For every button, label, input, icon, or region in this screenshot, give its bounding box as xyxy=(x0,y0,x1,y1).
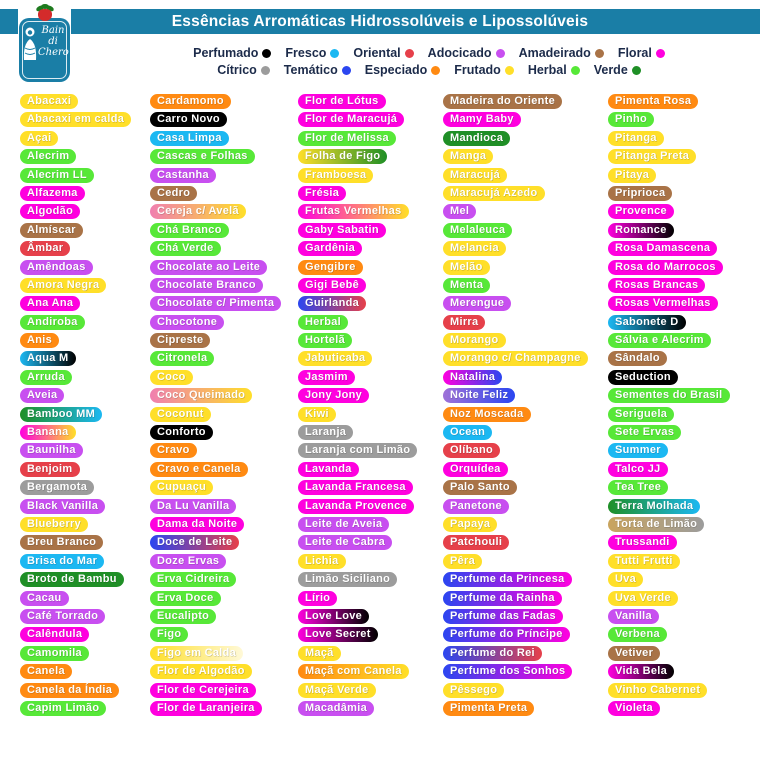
legend-item xyxy=(193,45,271,61)
essence-pill: Citronela xyxy=(150,351,214,366)
essence-pill: Amora Negra xyxy=(20,278,106,293)
essence-pill: Violeta xyxy=(608,701,660,716)
essence-pill: Perfume do Rei xyxy=(443,646,542,661)
essence-pill: Gengibre xyxy=(298,260,363,275)
essence-column xyxy=(150,94,298,719)
essence-pill: Maçã Verde xyxy=(298,683,376,698)
essence-pill: Trussandi xyxy=(608,535,677,550)
essence-pill: Cupuaçu xyxy=(150,480,213,495)
essence-pill: Cravo xyxy=(150,443,197,458)
essence-pill: Erva Doce xyxy=(150,591,221,606)
essence-pill: Pitanga Preta xyxy=(608,149,696,164)
essence-pill: Love Love xyxy=(298,609,369,624)
essence-column xyxy=(298,94,443,719)
legend-item xyxy=(519,45,604,61)
essence-pill: Calêndula xyxy=(20,627,89,642)
essence-pill: Banana xyxy=(20,425,76,440)
essence-pill: Algodão xyxy=(20,204,80,219)
essence-pill: Alfazema xyxy=(20,186,85,201)
essence-pill: Olíbano xyxy=(443,443,500,458)
essence-pill: Mel xyxy=(443,204,476,219)
essence-pill: Ana Ana xyxy=(20,296,80,311)
essence-pill: Sabonete D xyxy=(608,315,686,330)
essence-pill: Canela xyxy=(20,664,72,679)
legend-color-dot-icon xyxy=(342,66,351,75)
essence-pill: Talco JJ xyxy=(608,462,668,477)
essence-pill: Alecrim xyxy=(20,149,76,164)
essence-pill: Jony Jony xyxy=(298,388,369,403)
essence-pill: Pitaya xyxy=(608,168,656,183)
logo-text: Bain di Chero xyxy=(38,25,69,58)
essence-pill: Da Lu Vanilla xyxy=(150,499,236,514)
essence-pill: Tea Tree xyxy=(608,480,668,495)
essence-pill: Frésia xyxy=(298,186,346,201)
essence-pill: Jasmim xyxy=(298,370,355,385)
essence-pill: Blueberry xyxy=(20,517,88,532)
essence-pill: Vinho Cabernet xyxy=(608,683,707,698)
essence-pill: Pêra xyxy=(443,554,482,569)
page-title: Essências Arromáticas Hidrossolúveis e Lipossolúveis xyxy=(171,13,589,30)
essence-pill: Coco Queimado xyxy=(150,388,252,403)
essence-pill: Sândalo xyxy=(608,351,667,366)
essence-pill: Herbal xyxy=(298,315,348,330)
legend-label: Oriental xyxy=(353,46,401,60)
essence-pill: Orquídea xyxy=(443,462,508,477)
essence-pill: Papaya xyxy=(443,517,497,532)
essence-pill: Melão xyxy=(443,260,490,275)
essence-pill: Lavanda xyxy=(298,462,359,477)
legend-color-dot-icon xyxy=(595,49,604,58)
legend-item xyxy=(353,45,413,61)
essence-pill: Andiroba xyxy=(20,315,85,330)
essence-pill: Madeira do Oriente xyxy=(443,94,562,109)
essence-pill: Bamboo MM xyxy=(20,407,102,422)
essence-pill: Love Secret xyxy=(298,627,378,642)
essence-pill: Cipreste xyxy=(150,333,210,348)
essence-pill: Flor de Laranjeira xyxy=(150,701,262,716)
essence-pill: Baunilha xyxy=(20,443,83,458)
essence-pill: Pêssego xyxy=(443,683,504,698)
essence-pill: Noite Feliz xyxy=(443,388,515,403)
essence-pill: Mirra xyxy=(443,315,485,330)
brand-logo xyxy=(18,5,71,83)
essence-pill: Bergamota xyxy=(20,480,94,495)
legend-item xyxy=(528,62,580,78)
essence-pill: Morango c/ Champagne xyxy=(443,351,588,366)
essence-pill: Erva Cidreira xyxy=(150,572,236,587)
essence-pill: Cedro xyxy=(150,186,197,201)
legend-color-dot-icon xyxy=(656,49,665,58)
essence-columns xyxy=(20,94,760,719)
legend-color-dot-icon xyxy=(262,49,271,58)
essence-pill: Mamy Baby xyxy=(443,112,521,127)
essence-pill: Vanilla xyxy=(608,609,659,624)
essence-pill: Limão Siciliano xyxy=(298,572,397,587)
essence-pill: Figo xyxy=(150,627,188,642)
essence-pill: Verbena xyxy=(608,627,667,642)
essence-pill: Lavanda Provence xyxy=(298,499,414,514)
essence-pill: Âmbar xyxy=(20,241,70,256)
essence-pill: Laranja com Limão xyxy=(298,443,417,458)
legend-color-dot-icon xyxy=(496,49,505,58)
legend-item xyxy=(284,62,351,78)
essence-pill: Seduction xyxy=(608,370,678,385)
essence-pill: Vida Bela xyxy=(608,664,674,679)
essence-pill: Provence xyxy=(608,204,674,219)
essence-pill: Chá Verde xyxy=(150,241,221,256)
essence-column xyxy=(608,94,760,719)
essence-pill: Flor de Melissa xyxy=(298,131,396,146)
legend-item xyxy=(618,45,665,61)
essence-pill: Cacau xyxy=(20,591,69,606)
essence-pill: Rosas Brancas xyxy=(608,278,705,293)
essence-pill: Patchouli xyxy=(443,535,509,550)
legend-item xyxy=(365,62,441,78)
essence-pill: Maçã xyxy=(298,646,341,661)
essence-pill: Conforto xyxy=(150,425,213,440)
essence-pill: Merengue xyxy=(443,296,511,311)
essence-pill: Melaleuca xyxy=(443,223,512,238)
essence-pill: Casa Limpa xyxy=(150,131,229,146)
essence-pill: Coco xyxy=(150,370,193,385)
essence-pill: Rosas Vermelhas xyxy=(608,296,718,311)
legend-color-dot-icon xyxy=(405,49,414,58)
essence-pill: Leite de Aveia xyxy=(298,517,389,532)
essence-pill: Menta xyxy=(443,278,490,293)
legend-item xyxy=(428,45,505,61)
essence-pill: Lavanda Francesa xyxy=(298,480,413,495)
essence-pill: Summer xyxy=(608,443,668,458)
essence-pill: Priprioca xyxy=(608,186,672,201)
essence-pill: Benjoim xyxy=(20,462,80,477)
essence-pill: Doze Ervas xyxy=(150,554,226,569)
legend-item xyxy=(217,62,270,78)
essence-pill: Castanha xyxy=(150,168,216,183)
essence-pill: Sete Ervas xyxy=(608,425,681,440)
essence-pill: Perfume da Princesa xyxy=(443,572,572,587)
essence-pill: Almíscar xyxy=(20,223,83,238)
legend-color-dot-icon xyxy=(330,49,339,58)
legend-color-dot-icon xyxy=(505,66,514,75)
essence-pill: Cascas e Folhas xyxy=(150,149,255,164)
essence-pill: Pinho xyxy=(608,112,654,127)
legend-label: Adocicado xyxy=(427,46,492,60)
essence-pill: Coconut xyxy=(150,407,211,422)
essence-column xyxy=(443,94,608,719)
essence-pill: Café Torrado xyxy=(20,609,105,624)
legend-color-dot-icon xyxy=(261,66,270,75)
legend-color-dot-icon xyxy=(632,66,641,75)
essence-pill: Perfume das Fadas xyxy=(443,609,563,624)
essence-pill: Capim Limão xyxy=(20,701,106,716)
legend-label: Cítrico xyxy=(217,63,257,77)
essence-pill: Rosa do Marrocos xyxy=(608,260,723,275)
essence-pill: Maracujá Azedo xyxy=(443,186,545,201)
essence-pill: Tutti Frutti xyxy=(608,554,680,569)
legend-item xyxy=(594,62,641,78)
essence-pill: Sementes do Brasil xyxy=(608,388,730,403)
essence-pill: Natalina xyxy=(443,370,502,385)
legend-label: Fresco xyxy=(285,46,327,60)
essence-pill: Manga xyxy=(443,149,493,164)
essence-pill: Ocean xyxy=(443,425,492,440)
legend-label: Frutado xyxy=(454,63,501,77)
essence-pill: Perfume da Rainha xyxy=(443,591,562,606)
essence-pill: Alecrim LL xyxy=(20,168,94,183)
essence-pill: Jabuticaba xyxy=(298,351,372,366)
essence-pill: Breu Branco xyxy=(20,535,103,550)
essence-pill: Canela da Índia xyxy=(20,683,119,698)
essence-pill: Kiwi xyxy=(298,407,336,422)
essence-pill: Aveia xyxy=(20,388,64,403)
essence-pill: Flor de Algodão xyxy=(150,664,252,679)
legend-label: Floral xyxy=(617,46,652,60)
essence-pill: Romance xyxy=(608,223,674,238)
legend-item xyxy=(285,45,339,61)
essence-pill: Palo Santo xyxy=(443,480,517,495)
legend-label: Herbal xyxy=(527,63,567,77)
essence-pill: Uva xyxy=(608,572,643,587)
essence-pill: Perfume do Príncipe xyxy=(443,627,570,642)
essence-pill: Gaby Sabatin xyxy=(298,223,386,238)
legend-color-dot-icon xyxy=(431,66,440,75)
essence-pill: Pitanga xyxy=(608,131,664,146)
essence-pill: Açai xyxy=(20,131,58,146)
essence-pill: Flor de Lótus xyxy=(298,94,386,109)
essence-pill: Eucalipto xyxy=(150,609,216,624)
essence-pill: Carro Novo xyxy=(150,112,227,127)
essence-pill: Black Vanilla xyxy=(20,499,105,514)
essence-pill: Abacaxi em calda xyxy=(20,112,131,127)
essence-pill: Seriguela xyxy=(608,407,674,422)
essence-pill: Torta de Limão xyxy=(608,517,704,532)
essence-pill: Chocolate Branco xyxy=(150,278,263,293)
essence-pill: Pimenta Preta xyxy=(443,701,534,716)
lady-figure-icon xyxy=(22,26,38,67)
legend-label: Especiado xyxy=(364,63,428,77)
essence-pill: Anis xyxy=(20,333,59,348)
essence-pill: Amêndoas xyxy=(20,260,93,275)
essence-pill: Macadâmia xyxy=(298,701,374,716)
essence-pill: Flor de Cerejeira xyxy=(150,683,256,698)
essence-pill: Perfume dos Sonhos xyxy=(443,664,572,679)
essence-pill: Camomila xyxy=(20,646,89,661)
essence-pill: Framboesa xyxy=(298,168,373,183)
essence-pill: Pimenta Rosa xyxy=(608,94,698,109)
legend-label: Amadeirado xyxy=(518,46,591,60)
essence-pill: Cravo e Canela xyxy=(150,462,248,477)
essence-pill: Dama da Noite xyxy=(150,517,244,532)
essence-pill: Terra Molhada xyxy=(608,499,700,514)
legend-label: Verde xyxy=(593,63,628,77)
essence-pill: Leite de Cabra xyxy=(298,535,392,550)
essence-pill: Arruda xyxy=(20,370,72,385)
essence-pill: Lichia xyxy=(298,554,346,569)
legend xyxy=(120,45,752,79)
essence-pill: Aqua M xyxy=(20,351,76,366)
legend-color-dot-icon xyxy=(571,66,580,75)
essence-pill: Maçã com Canela xyxy=(298,664,409,679)
essence-pill: Maracujá xyxy=(443,168,507,183)
essence-pill: Guirlanda xyxy=(298,296,366,311)
essence-pill: Panetone xyxy=(443,499,509,514)
essence-pill: Morango xyxy=(443,333,506,348)
essence-pill: Gigi Bebê xyxy=(298,278,366,293)
essence-pill: Broto de Bambu xyxy=(20,572,124,587)
essence-pill: Cardamomo xyxy=(150,94,231,109)
essence-pill: Sálvia e Alecrim xyxy=(608,333,711,348)
essence-pill: Laranja xyxy=(298,425,353,440)
essence-pill: Rosa Damascena xyxy=(608,241,717,256)
legend-label: Perfumado xyxy=(193,46,259,60)
essence-pill: Cereja c/ Avelã xyxy=(150,204,246,219)
essence-pill: Melancia xyxy=(443,241,506,256)
essence-pill: Abacaxi xyxy=(20,94,78,109)
essence-pill: Chocolate ao Leite xyxy=(150,260,267,275)
essence-pill: Doce de Leite xyxy=(150,535,239,550)
legend-item xyxy=(454,62,514,78)
essence-pill: Chocotone xyxy=(150,315,224,330)
essence-pill: Vetiver xyxy=(608,646,660,661)
legend-label: Temático xyxy=(283,63,338,77)
essence-pill: Lírio xyxy=(298,591,337,606)
essence-pill: Mandioca xyxy=(443,131,510,146)
essence-pill: Uva Verde xyxy=(608,591,678,606)
essence-pill: Chá Branco xyxy=(150,223,229,238)
essence-pill: Flor de Maracujá xyxy=(298,112,404,127)
essence-pill: Chocolate c/ Pimenta xyxy=(150,296,281,311)
essence-pill: Noz Moscada xyxy=(443,407,531,422)
essence-pill: Hortelã xyxy=(298,333,352,348)
essence-column xyxy=(20,94,150,719)
essence-pill: Folha de Figo xyxy=(298,149,387,164)
essence-pill: Gardênia xyxy=(298,241,362,256)
legend-row xyxy=(120,45,752,61)
header-band xyxy=(0,9,760,34)
essence-pill: Frutas Vermelhas xyxy=(298,204,409,219)
legend-row xyxy=(120,62,752,78)
essence-pill: Figo em Calda xyxy=(150,646,243,661)
essence-pill: Brisa do Mar xyxy=(20,554,104,569)
strawberry-icon xyxy=(35,5,55,21)
